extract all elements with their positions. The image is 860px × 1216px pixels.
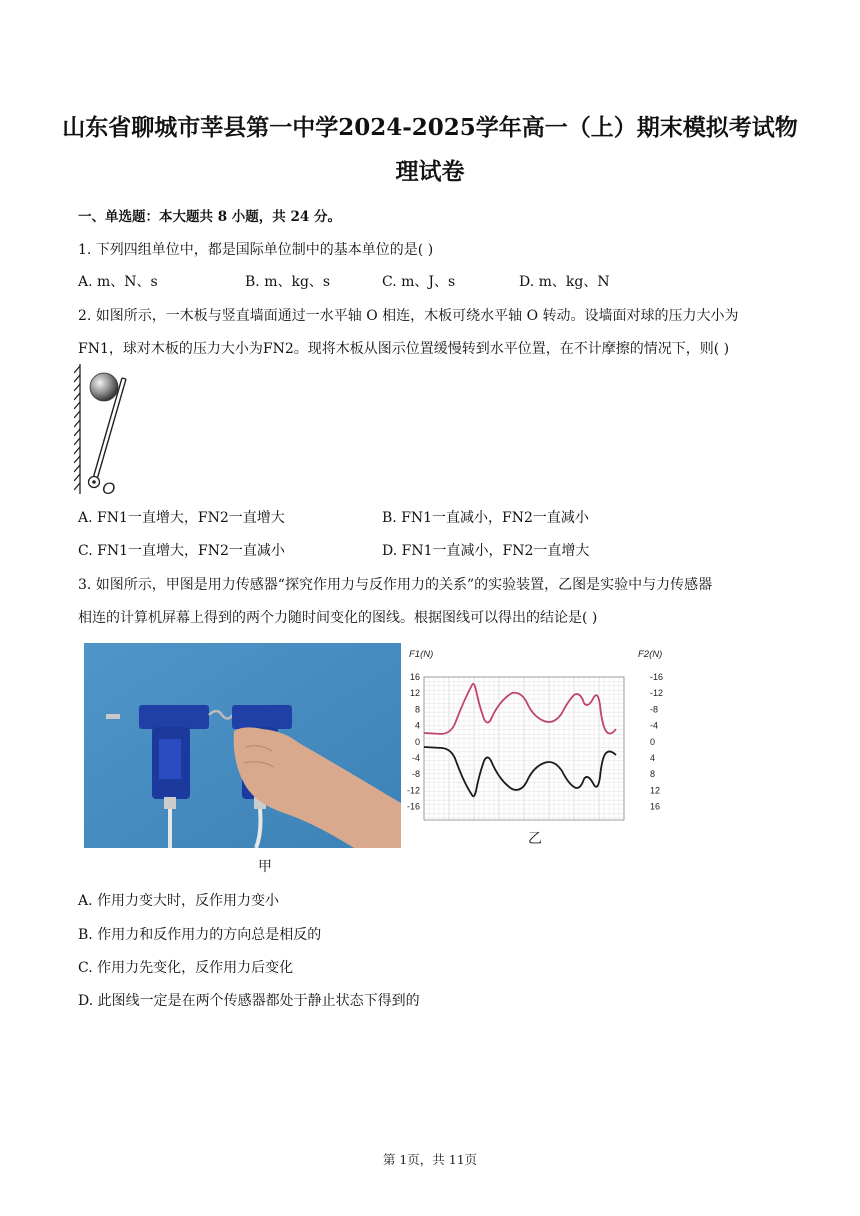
graph-caption: 乙: [528, 830, 542, 846]
q2-option-b: B. FN1一直减小，FN2一直减小: [382, 510, 589, 526]
q3-sensor-photo: [84, 643, 401, 848]
wall-hatching: [74, 364, 80, 494]
left-axis-label: F1(N): [409, 649, 434, 660]
exam-title-line2: 理试卷: [395, 158, 465, 185]
right-tick-label: -8: [650, 704, 659, 715]
left-tick-label: 4: [414, 720, 420, 731]
left-tick-label: 12: [409, 688, 420, 699]
q2-option-c: C. FN1一直增大，FN2一直减小: [78, 543, 285, 559]
photo-caption: 甲: [258, 859, 272, 875]
right-tick-label: -16: [650, 672, 664, 682]
q3-stem-line2: 相连的计算机屏幕上得到的两个力随时间变化的图线。根据图线可以得出的结论是( ): [78, 610, 598, 626]
q1-option-a: A. m、N、s: [78, 274, 158, 290]
right-tick-label: 4: [650, 753, 656, 763]
left-tick-label: 0: [414, 736, 420, 747]
page-footer: 第 1页，共 11页: [382, 1152, 478, 1167]
right-tick-label: -4: [650, 720, 659, 731]
q2-option-d: D. FN1一直减小，FN2一直增大: [382, 543, 590, 559]
right-axis-label: F2(N): [638, 649, 663, 660]
lower-force-curve: [424, 747, 616, 796]
q2-stem-line2: FN1，球对木板的压力大小为FN2。现将木板从图示位置缓慢转到水平位置，在不计摩擦的情况下，则( ): [78, 341, 730, 357]
right-tick-label: 8: [650, 769, 656, 780]
left-tick-label: -8: [411, 769, 420, 780]
pivot-o: [89, 477, 100, 488]
q2-option-a: A. FN1一直增大，FN2一直增大: [78, 510, 285, 526]
q3-option-b: B. 作用力和反作用力的方向总是相反的: [78, 927, 322, 943]
q2-stem-line1: 2. 如图所示，一木板与竖直墙面通过一水平轴 O 相连，木板可绕水平轴 O 转动。设墙面对球的压力大小为: [78, 308, 739, 324]
left-tick-labels: [407, 672, 420, 812]
right-tick-label: -12: [650, 688, 664, 699]
pivot-label: O: [102, 479, 116, 498]
q1-stem: 1. 下列四组单位中，都是国际单位制中的基本单位的是( ): [78, 242, 434, 258]
exam-title-line1: 山东省聊城市莘县第一中学2024-2025学年高一（上）期末模拟考试物: [62, 114, 798, 141]
upper-force-curve: [424, 684, 616, 734]
left-tick-label: -12: [406, 785, 420, 796]
q3-option-d: D. 此图线一定是在两个传感器都处于静止状态下得到的: [78, 993, 420, 1009]
right-tick-labels: [650, 672, 663, 812]
q1-option-b: B. m、kg、s: [245, 274, 331, 290]
q3-option-a: A. 作用力变大时，反作用力变小: [78, 893, 280, 909]
q3-stem-line1: 3. 如图所示，甲图是用力传感器“探究作用力与反作用力的关系”的实验装置，乙图是实验中与力传感器: [78, 577, 713, 593]
right-tick-label: 0: [650, 736, 656, 747]
left-tick-label: -16: [406, 801, 420, 812]
q3-force-time-graph: [404, 645, 674, 850]
q1-option-c: C. m、J、s: [382, 274, 456, 290]
left-tick-label: 8: [414, 704, 420, 715]
q1-option-d: D. m、kg、N: [519, 274, 610, 290]
left-tick-label: -4: [411, 753, 420, 763]
left-tick-label: 16: [409, 672, 420, 682]
q3-option-c: C. 作用力先变化，反作用力后变化: [78, 960, 294, 976]
section-heading: 一、单选题：本大题共 8 小题，共 24 分。: [78, 209, 341, 225]
q2-wall-board-ball-figure: [74, 362, 134, 502]
ball: [90, 373, 118, 401]
right-tick-label: 16: [650, 801, 661, 812]
right-tick-label: 12: [650, 785, 661, 796]
